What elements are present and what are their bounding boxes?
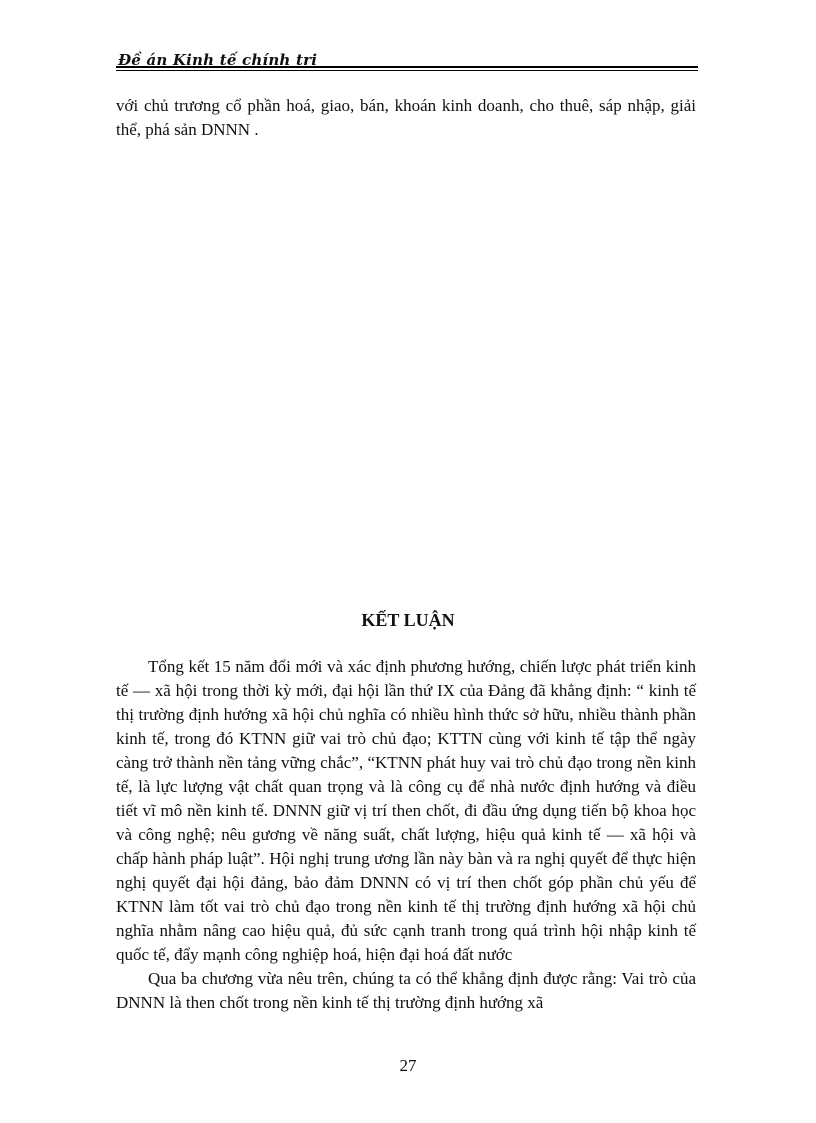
body-paragraph: Tổng kết 15 năm đổi mới và xác định phương hướng, chiến lược phát triển kinh tế — xã hội trong thời kỳ mới, đại hội lần thứ IX của Đảng đã khẳng định: “ kinh tế thị trường định hướng xã hội chủ nghĩa có nhiều hình thức sở hữu, nhiều thành phần kinh tế, trong đó KTNN giữ vai trò chủ đạo; KTTN cùng với kinh tế tập thể ngày càng trở thành nền tảng vững chắc”, “KTNN phát huy vai trò chủ đạo trong nền kinh tế, là lực lượng vật chất quan trọng và là công cụ để nhà nước định hướng và điều tiết vĩ mô nền kinh tế. DNNN giữ vị trí then chốt, đi đầu ứng dụng tiến bộ khoa học và công nghệ; nêu gương về năng suất, chất lượng, hiệu quả kinh tế — xã hội và chấp hành pháp luật”. Hội nghị trung ương lần này bàn và ra nghị quyết để thực hiện nghị quyết đại hội đảng, bảo đảm DNNN có vị trí then chốt góp phần chủ yếu để KTNN làm tốt vai trò chủ đạo trong nền kinh tế thị trường định hướng xã hội chủ nghĩa nhằm nâng cao hiệu quả, đủ sức cạnh tranh trong quá trình hội nhập kinh tế quốc tế, đẩy mạnh công nghiệp hoá, hiện đại hoá đất nước (116, 657, 696, 964)
running-header-title: Đề án Kinh tế chính trị (118, 51, 318, 69)
body-paragraph: Qua ba chương vừa nêu trên, chúng ta có thể khẳng định được rằng: Vai trò của DNNN là then chốt trong nền kinh tế thị trường định hướng xã (116, 969, 696, 1012)
section-heading: KẾT LUẬN (361, 610, 455, 630)
conclusion-body (116, 655, 696, 1015)
continued-text (116, 94, 696, 142)
page-number: 27 (399, 1056, 417, 1075)
continued-paragraph: với chủ trương cổ phần hoá, giao, bán, khoán kinh doanh, cho thuê, sáp nhập, giải thể, phá sản DNNN . (116, 96, 696, 139)
header-rule (116, 66, 698, 68)
